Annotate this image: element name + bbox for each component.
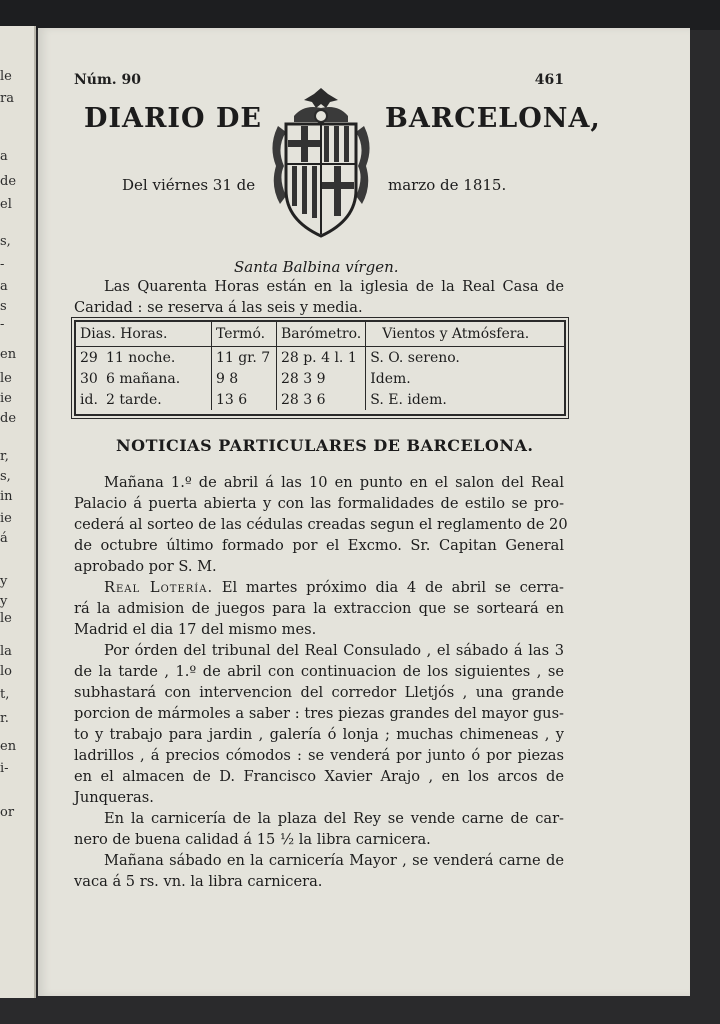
- saint-of-the-day: Santa Balbina vírgen.: [234, 258, 399, 276]
- newspaper-page: [38, 28, 690, 996]
- date-left: Del viérnes 31 de: [122, 176, 256, 194]
- cell-day: id.: [80, 391, 98, 408]
- forty-hours-line: Caridad : se reserva á las seis y media.: [74, 299, 363, 316]
- prev-page-fragment: le: [0, 371, 12, 386]
- cell-thermo: 9 8: [211, 368, 276, 389]
- news-line: Madrid el dia 17 del mismo mes.: [74, 621, 317, 638]
- prev-page-fragment: de: [0, 411, 17, 426]
- prev-page-fragment: á: [0, 531, 8, 546]
- coat-of-arms-icon: [264, 86, 378, 242]
- prev-page-fragment: a: [0, 279, 8, 294]
- prev-page-fragment: r.: [0, 711, 9, 726]
- news-paragraph-2: [74, 577, 564, 640]
- news-line: aprobado por S. M.: [74, 558, 217, 575]
- news-line: cederá al sorteo de las cédulas creadas segun el reglamento de 20: [74, 516, 568, 533]
- masthead-title-right: BARCELONA,: [385, 103, 601, 134]
- prev-page-fragment: r,: [0, 449, 9, 464]
- cell-hour: 6 mañana.: [106, 370, 181, 387]
- news-line: Mañana sábado en la carnicería Mayor , se venderá carne de: [104, 852, 564, 869]
- news-paragraph-3: [74, 640, 564, 808]
- news-line: nero de buena calidad á 15 ½ la libra carnicera.: [74, 831, 431, 848]
- prev-page-fragment: s,: [0, 234, 11, 249]
- prev-page-fragment: el: [0, 197, 12, 212]
- page-number: 461: [534, 72, 564, 88]
- cell-wind: Idem.: [366, 368, 564, 389]
- table-row: [76, 368, 564, 389]
- scan-backdrop: [0, 0, 720, 30]
- forty-hours-line: Las Quarenta Horas están en la iglesia de la Real Casa de: [104, 278, 564, 295]
- prev-page-fragment: le: [0, 611, 12, 626]
- news-paragraph-4: [74, 808, 564, 850]
- col-header-days-hours: Dias. Horas.: [76, 322, 211, 347]
- news-line: Por órden del tribunal del Real Consulado , el sábado á las 3: [104, 642, 564, 659]
- prev-page-fragment: or: [0, 805, 15, 820]
- prev-page-fragment: s: [0, 299, 7, 314]
- news-line: subhastará con intervencion del corredor Lletjós , una grande: [74, 684, 564, 701]
- news-line: de la tarde , 1.º de abril con continuacion de los siguientes , se: [74, 663, 564, 680]
- prev-page-fragment: ie: [0, 391, 12, 406]
- prev-page-fragment: en: [0, 347, 17, 362]
- news-line: Mañana 1.º de abril á las 10 en punto en el salon del Real: [104, 474, 564, 491]
- news-line: [74, 577, 564, 598]
- prev-page-fragment: t,: [0, 687, 10, 702]
- cell-wind: S. O. sereno.: [366, 347, 564, 369]
- news-line: porcion de mármoles a saber : tres piezas grandes del mayor gus-: [74, 705, 564, 722]
- news-line: en el almacen de D. Francisco Xavier Arajo , en los arcos de: [74, 768, 564, 785]
- news-line: rá la admision de juegos para la extraccion que se sorteará en: [74, 600, 564, 617]
- prev-page-fragment: s,: [0, 469, 11, 484]
- forty-hours-notice: [74, 276, 564, 318]
- issue-number: Núm. 90: [74, 72, 142, 88]
- masthead-title-left: DIARIO DE: [84, 103, 262, 134]
- col-header-barometer: Barómetro.: [276, 322, 365, 347]
- cell-baro: 28 3 9: [276, 368, 365, 389]
- news-paragraph-5: [74, 850, 564, 892]
- col-header-wind: Vientos y Atmósfera.: [366, 322, 564, 347]
- prev-page-fragment: -: [0, 317, 5, 332]
- news-line: En la carnicería de la plaza del Rey se vende carne de car-: [104, 810, 564, 827]
- cell-hour: 2 tarde.: [106, 391, 162, 408]
- prev-page-fragment: y: [0, 594, 8, 609]
- prev-page-fragment: de: [0, 174, 17, 189]
- table-row: [76, 347, 564, 369]
- cell-thermo: 13 6: [211, 389, 276, 410]
- cell-day: 30: [80, 370, 98, 387]
- news-line: ladrillos , á precios cómodos : se venderá por junto ó por piezas: [74, 747, 564, 764]
- cell-day: 29: [80, 349, 98, 366]
- news-line: to y trabajo para jardin , galería ó lonja ; muchas chimeneas , y: [74, 726, 564, 743]
- news-paragraph-1: [74, 472, 568, 577]
- news-line: Junqueras.: [74, 789, 154, 806]
- prev-page-fragment: lo: [0, 664, 12, 679]
- prev-page-fragment: -: [0, 257, 5, 272]
- prev-page-fragment: en: [0, 739, 17, 754]
- lottery-lead: Real Lotería.: [104, 579, 214, 596]
- news-line: de octubre último formado por el Excmo. Sr. Capitan General: [74, 537, 564, 554]
- prev-page-fragment: ie: [0, 511, 12, 526]
- section-title: NOTICIAS PARTICULARES DE BARCELONA.: [116, 436, 534, 455]
- date-right: marzo de 1815.: [388, 176, 507, 194]
- cell-baro: 28 p. 4 l. 1: [276, 347, 365, 369]
- prev-page-fragment: a: [0, 149, 8, 164]
- cell-wind: S. E. idem.: [366, 389, 564, 410]
- table-row: [76, 389, 564, 410]
- news-line: Palacio á puerta abierta y con las formalidades de estilo se pro-: [74, 495, 564, 512]
- prev-page-fragment: y: [0, 574, 8, 589]
- prev-page-fragment: la: [0, 644, 12, 659]
- previous-page-edge: [0, 26, 36, 998]
- prev-page-fragment: le: [0, 69, 12, 84]
- prev-page-fragment: ra: [0, 91, 14, 106]
- weather-table: [74, 320, 566, 416]
- prev-page-fragment: in: [0, 489, 13, 504]
- cell-baro: 28 3 6: [276, 389, 365, 410]
- news-line: vaca á 5 rs. vn. la libra carnicera.: [74, 873, 323, 890]
- cell-thermo: 11 gr. 7: [211, 347, 276, 369]
- news-line-text: El martes próximo dia 4 de abril se cerra-: [213, 579, 564, 596]
- cell-hour: 11 noche.: [106, 349, 176, 366]
- prev-page-fragment: i-: [0, 761, 9, 776]
- col-header-thermometer: Termó.: [211, 322, 276, 347]
